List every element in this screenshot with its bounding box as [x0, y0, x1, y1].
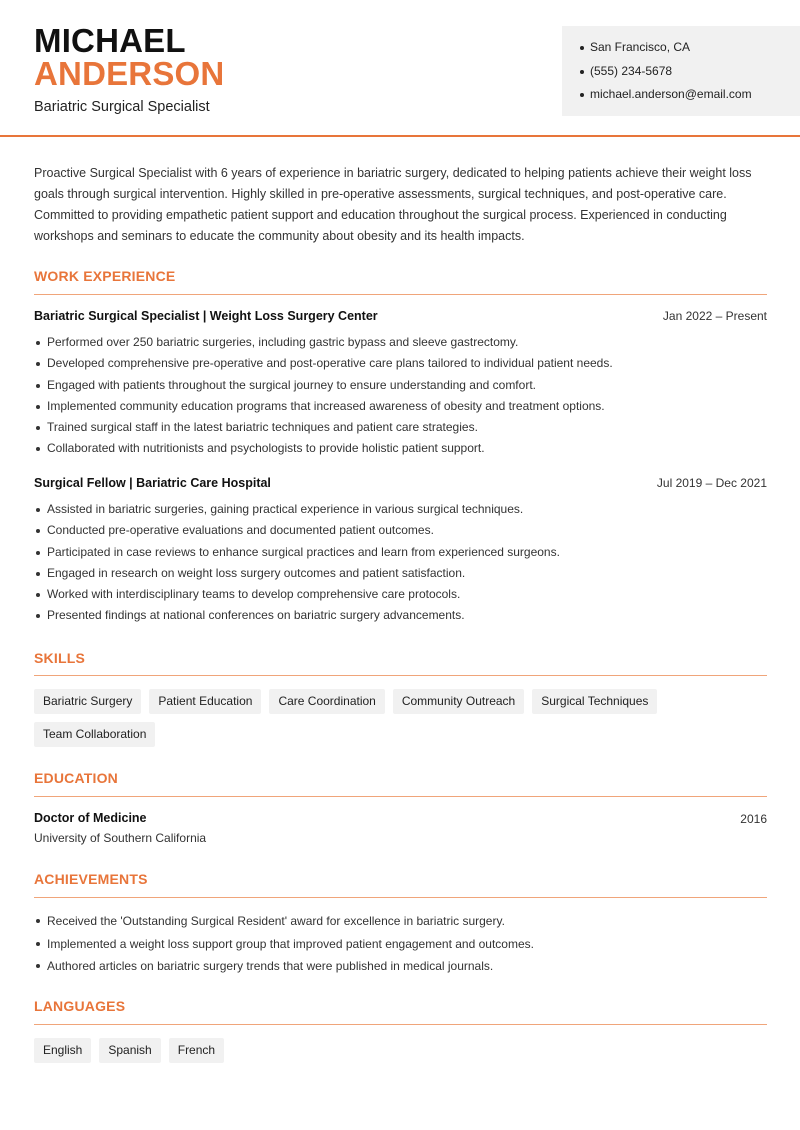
section-divider — [34, 897, 767, 898]
professional-title: Bariatric Surgical Specialist — [34, 99, 210, 115]
job-dates: Jul 2019 – Dec 2021 — [656, 476, 767, 490]
list-item: Authored articles on bariatric surgery trends that were published in medical journals. — [34, 955, 767, 978]
list-item: Developed comprehensive pre-operative and post-operative care plans tailored to individual patient needs. — [34, 353, 767, 374]
list-item: Collaborated with nutritionists and psychologists to provide holistic patient support. — [34, 438, 767, 459]
skill-tag: Team Collaboration — [34, 722, 155, 747]
skill-tag: Community Outreach — [393, 689, 524, 714]
contact-phone: (555) 234-5678 — [580, 60, 800, 84]
section-title-achievements: ACHIEVEMENTS — [34, 871, 148, 887]
list-item: Participated in case reviews to enhance surgical practices and learn from experienced surgeons. — [34, 542, 767, 563]
section-divider — [34, 796, 767, 797]
job-header — [34, 476, 767, 490]
section-divider — [34, 1024, 767, 1025]
professional-summary: Proactive Surgical Specialist with 6 years of experience in bariatric surgery, dedicated to helping patients achieve their weight loss goals through surgical intervention. Highly skilled in pre-operative assessments, surgical techniques, and post-operative care. Committed to providing empathetic patient support and education throughout the surgical process. Experienced in conducting workshops and seminars to educate the community about obesity and its health impacts. — [34, 166, 752, 243]
list-item: Conducted pre-operative evaluations and documented patient outcomes. — [34, 520, 767, 541]
section-title-education: EDUCATION — [34, 770, 118, 786]
job-bullets — [34, 332, 767, 460]
job-dates: Jan 2022 – Present — [662, 309, 767, 323]
skill-tag: Bariatric Surgery — [34, 689, 141, 714]
languages-list — [34, 1038, 774, 1063]
skills-list — [34, 689, 774, 747]
list-item: Worked with interdisciplinary teams to develop comprehensive care protocols. — [34, 584, 767, 605]
list-item: Received the 'Outstanding Surgical Resident' award for excellence in bariatric surgery. — [34, 910, 767, 933]
education-year: 2016 — [740, 812, 767, 826]
list-item: Implemented community education programs that increased awareness of obesity and treatment options. — [34, 396, 767, 417]
list-item: Trained surgical staff in the latest bariatric techniques and patient care strategies. — [34, 417, 767, 438]
list-item: Engaged with patients throughout the surgical journey to ensure understanding and comfort. — [34, 375, 767, 396]
education-degree: Doctor of Medicine — [34, 811, 147, 825]
language-tag: Spanish — [99, 1038, 160, 1063]
skill-tag: Patient Education — [149, 689, 261, 714]
list-item: Implemented a weight loss support group that improved patient engagement and outcomes. — [34, 933, 767, 956]
skill-tag: Care Coordination — [269, 689, 384, 714]
section-divider — [34, 294, 767, 295]
job-bullets — [34, 499, 767, 627]
contact-email[interactable]: michael.anderson@email.com — [580, 83, 800, 107]
section-title-skills: SKILLS — [34, 650, 85, 666]
list-item: Performed over 250 bariatric surgeries, including gastric bypass and sleeve gastrectomy. — [34, 332, 767, 353]
last-name: ANDERSON — [34, 55, 225, 92]
language-tag: English — [34, 1038, 91, 1063]
job-role: Bariatric Surgical Specialist | Weight Loss Surgery Center — [34, 309, 378, 323]
list-item: Presented findings at national conferences on bariatric surgery advancements. — [34, 605, 767, 626]
achievements-list — [34, 910, 767, 978]
first-name: MICHAEL — [34, 22, 186, 59]
list-item: Assisted in bariatric surgeries, gaining practical experience in various surgical techniques. — [34, 499, 767, 520]
job-header — [34, 309, 767, 323]
section-title-languages: LANGUAGES — [34, 998, 126, 1014]
section-divider — [34, 675, 767, 676]
language-tag: French — [169, 1038, 224, 1063]
skill-tag: Surgical Techniques — [532, 689, 657, 714]
education-school: University of Southern California — [34, 831, 207, 845]
contact-location: San Francisco, CA — [580, 36, 800, 60]
contact-box — [562, 26, 800, 116]
job-role: Surgical Fellow | Bariatric Care Hospital — [34, 476, 271, 490]
resume-header — [0, 0, 800, 137]
section-title-work: WORK EXPERIENCE — [34, 268, 176, 284]
list-item: Engaged in research on weight loss surgery outcomes and patient satisfaction. — [34, 563, 767, 584]
